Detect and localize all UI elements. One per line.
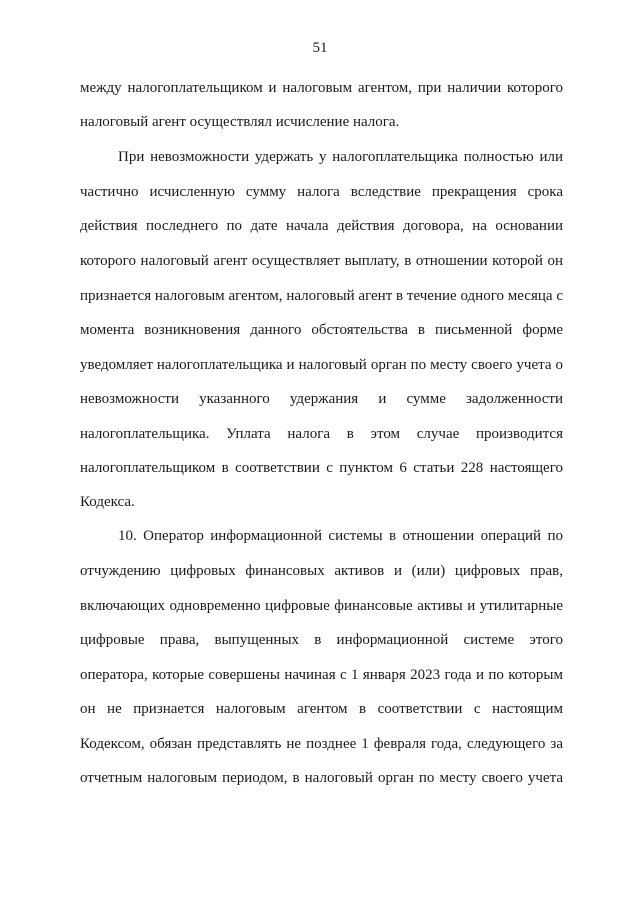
text-line: признается налоговым агентом, налоговый агент в течение одного месяца с [80, 288, 563, 304]
text-line: оператора, которые совершены начиная с 1 января 2023 года и по которым [80, 667, 563, 683]
text-line: налогоплательщика. Уплата налога в этом случае производится [80, 426, 563, 442]
page-number: 51 [312, 40, 328, 56]
paragraph-first-line: 10. Оператор информационной системы в отношении операций по [118, 528, 563, 544]
text-line: действия последнего по дате начала действия договора, на основании [80, 218, 563, 234]
text-line: Кодексом, обязан представлять не позднее 1 февраля года, следующего за [80, 736, 563, 752]
text-line: которого налоговый агент осуществляет выплату, в отношении которой он [80, 253, 563, 269]
text-line: он не признается налоговым агентом в соответствии с настоящим [80, 701, 563, 717]
text-line: момента возникновения данного обстоятельства в письменной форме [80, 322, 563, 338]
text-line: отчетным налоговым периодом, в налоговый орган по месту своего учета [80, 770, 563, 786]
text-line: уведомляет налогоплательщика и налоговый орган по месту своего учета о [80, 357, 563, 373]
text-line: включающих одновременно цифровые финансовые активы и утилитарные [80, 598, 563, 614]
text-line: цифровые права, выпущенных в информационной системе этого [80, 632, 563, 648]
text-line: Кодекса. [80, 494, 135, 510]
text-line: между налогоплательщиком и налоговым агентом, при наличии которого [80, 80, 563, 96]
text-line: частично исчисленную сумму налога вследствие прекращения срока [80, 184, 563, 200]
text-line: налогоплательщиком в соответствии с пунктом 6 статьи 228 настоящего [80, 460, 563, 476]
text-line: невозможности указанного удержания и сумме задолженности [80, 391, 563, 407]
text-line: отчуждению цифровых финансовых активов и (или) цифровых прав, [80, 563, 563, 579]
text-line: налоговый агент осуществлял исчисление налога. [80, 114, 400, 130]
paragraph-first-line: При невозможности удержать у налогоплательщика полностью или [118, 149, 563, 165]
